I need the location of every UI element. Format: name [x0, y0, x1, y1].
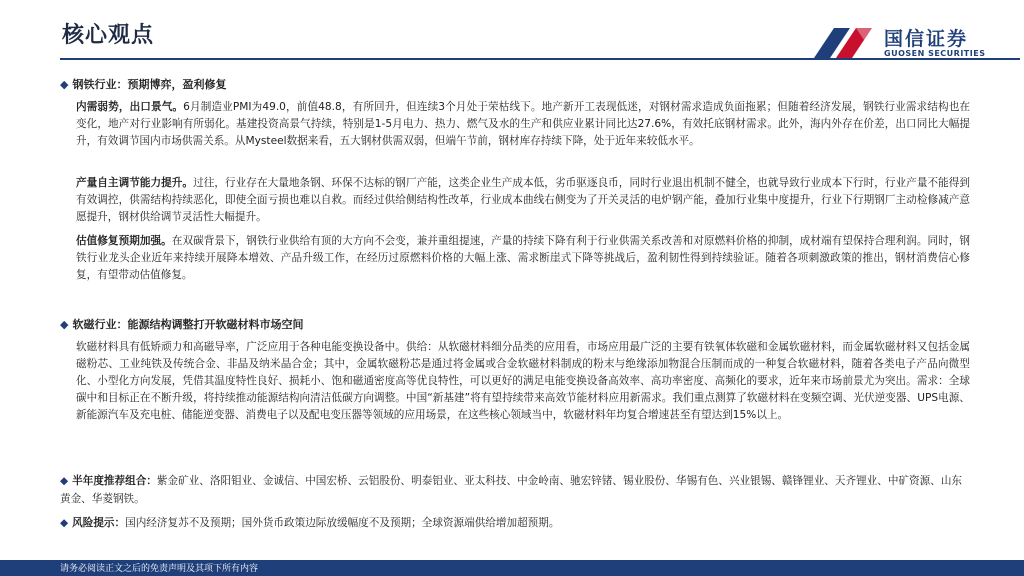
guosen-logo [812, 20, 1012, 64]
paragraph-text: 6月制造业PMI为49.0，前值48.8，有所回升，但连续3个月处于荣枯线下。地产新开工表现低迷，对钢材需求造成负面拖累；但随着经济发展，钢铁行业需求结构也在变化，地产对行业影响有所弱化。基建投资高景气持续，特别是1-5月电力、热力、燃气及水的生产和供应业累计同比达27.6%，有效托底钢材需求。此外，海内外存在价差，出口同比大幅提升，有效调节国内市场供需关系。从Mysteel数据来看，五大钢材供需双弱，但端午节前，钢材库存持续下降，处于近年来较低水平。 [76, 101, 970, 147]
risk-label: 风险提示： [72, 517, 126, 529]
paragraph-text: 软磁材料具有低矫顽力和高磁导率，广泛应用于各种电能变换设备中。供给：从软磁材料细分品类的应用看，市场应用最广泛的主要有铁氧体软磁和金属软磁材料，而金属软磁材料又包括金属磁粉芯、工业纯铁及传统合金、非晶及纳米晶合金；其中，金属软磁粉芯是通过将金属或合金软磁材料制成的粉末与绝缘添加物混合压制而成的一种复合软磁材料，随着各类电子产品向微型化、小型化方向发展，凭借其温度特性良好、损耗小、饱和磁通密度高等优良特性，可以更好的满足电能变换设备高效率、高功率密度、高频化的要求，近年来市场前景尤为突出。需求：全球碳中和目标正在不断升级，将持续推动能源结构向清洁低碳方向调整。中国“新基建”将有望持续带来高效节能材料应用新需求。我们重点测算了软磁材料在变频空调、光伏逆变器、UPS电源、新能源汽车及充电桩、储能逆变器、消费电子以及配电变压器等领域的应用场景，在这些核心领域当中，软磁材料年均复合增速甚至有望达到15%以上。 [76, 341, 970, 421]
paragraph-lead: 内需弱势，出口景气。 [76, 101, 184, 113]
paragraph-text: 过往，行业存在大量地条钢、环保不达标的钢厂产能，这类企业生产成本低，劣币驱逐良币，同时行业退出机制不健全，也就导致行业成本下行时，行业产量不能得到有效调控，供需结构持续恶化，即使全面亏损也难以自救。而经过供给侧结构性改革，行业成本曲线右侧变为了开关灵活的电炉钢产能，叠加行业集中度提升，行业下行期钢厂主动检修减产意愿提升，钢材供给调节灵活性大幅提升。 [76, 177, 970, 223]
paragraph-soft-magnetic [76, 339, 970, 424]
logo-english-name: GUOSEN SECURITIES [884, 49, 986, 58]
diamond-bullet-icon: ◆ [60, 517, 69, 529]
recommended-portfolio [60, 472, 970, 508]
paragraph-lead: 产量自主调节能力提升。 [76, 177, 194, 189]
paragraph-text: 在双碳背景下，钢铁行业供给有顶的大方向不会变，兼并重组提速，产量的持续下降有利于行业供需关系改善和对原燃料价格的抑制，成材端有望保持合理利润。同时，钢铁行业龙头企业近年来持续开展降本增效、产品升级工作，在经历过原燃料价格的大幅上涨、需求断崖式下降等挑战后，盈利韧性得到持续验证。随着各项刺激政策的推出，钢材消费信心修复，有望带动估值修复。 [76, 235, 970, 281]
page-header [0, 0, 1024, 72]
section-heading-text: 软磁行业：能源结构调整打开软磁材料市场空间 [72, 318, 304, 331]
paragraph-lead: 估值修复预期加强。 [76, 235, 172, 247]
footer-disclaimer: 请务必阅读正文之后的免责声明及其项下所有内容 [60, 564, 259, 574]
portfolio-label: 半年度推荐组合： [72, 475, 157, 487]
section-heading-text: 钢铁行业：预期博弈，盈利修复 [72, 78, 227, 91]
section-heading-soft-magnetic [60, 316, 303, 332]
paragraph-steel-supply [76, 175, 970, 226]
guosen-logo-icon [812, 20, 876, 60]
diamond-bullet-icon: ◆ [60, 78, 69, 91]
diamond-bullet-icon: ◆ [60, 475, 69, 487]
section-heading-steel [60, 76, 226, 92]
risk-text: 国内经济复苏不及预期；国外货币政策边际放缓幅度不及预期；全球资源端供给增加超预期。 [125, 517, 560, 529]
footer-bar [0, 560, 1024, 576]
risk-warning [60, 514, 970, 532]
paragraph-steel-demand [76, 99, 970, 150]
logo-chinese-name: 国信证券 [884, 28, 969, 50]
portfolio-text: 紫金矿业、洛阳钼业、金诚信、中国宏桥、云铝股份、明泰铝业、亚太科技、中金岭南、驰宏锌锗、锡业股份、华锡有色、兴业银锡、赣锋锂业、天齐锂业、中矿资源、山东黄金、华菱钢铁。 [60, 475, 963, 505]
page-title: 核心观点 [62, 23, 155, 48]
diamond-bullet-icon: ◆ [60, 318, 69, 331]
paragraph-steel-valuation [76, 233, 970, 284]
